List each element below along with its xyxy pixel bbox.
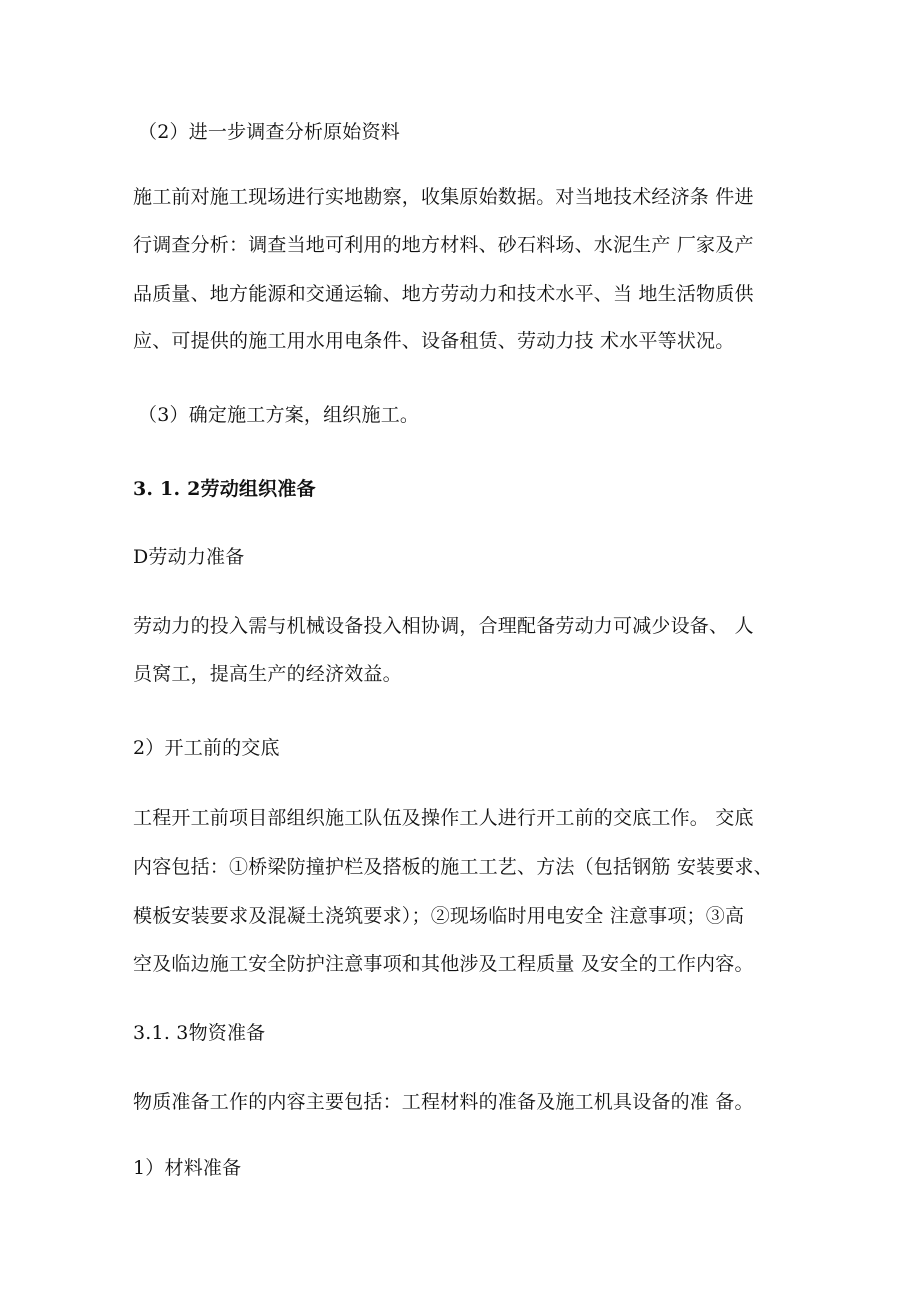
subsection-heading-briefing: 2）开工前的交底 (133, 737, 280, 759)
paragraph-line: 施工前对施工现场进行实地勘察，收集原始数据。对当地技术经济条 件进 (133, 186, 754, 208)
section-heading-3-1-2: 3. 1. 2劳动组织准备 (133, 478, 316, 500)
section-heading-3-1-3: 3.1. 3物资准备 (133, 1022, 266, 1044)
paragraph-line: 工程开工前项目部组织施工队伍及操作工人进行开工前的交底工作。 交底 (133, 807, 754, 829)
paragraph-line: 模板安装要求及混凝土浇筑要求）；②现场临时用电安全 注意事项；③高 (133, 905, 745, 927)
subsection-heading-labor: D劳动力准备 (133, 546, 245, 568)
paragraph-line: 物质准备工作的内容主要包括：工程材料的准备及施工机具设备的准 备。 (133, 1091, 754, 1113)
paragraph-line: 员窝工，提高生产的经济效益。 (133, 663, 402, 685)
subsection-heading-material: 1）材料准备 (133, 1157, 242, 1179)
paragraph-line: 品质量、地方能源和交通运输、地方劳动力和技术水平、当 地生活物质供 (133, 283, 754, 305)
paragraph-line: 应、可提供的施工用水用电条件、设备租赁、劳动力技 术水平等状况。 (133, 330, 735, 352)
subsection-heading-step-2: （2）进一步调查分析原始资料 (138, 121, 400, 143)
paragraph-line: 劳动力的投入需与机械设备投入相协调，合理配备劳动力可减少设备、 人 (133, 615, 754, 637)
paragraph-line: 行调查分析：调查当地可利用的地方材料、砂石料场、水泥生产 厂家及产 (133, 234, 754, 256)
paragraph-line: 内容包括：①桥梁防撞护栏及搭板的施工工艺、方法（包括钢筋 安装要求、 (133, 856, 773, 878)
subsection-heading-step-3: （3）确定施工方案，组织施工。 (138, 404, 420, 426)
paragraph-line: 空及临边施工安全防护注意事项和其他涉及工程质量 及安全的工作内容。 (133, 953, 754, 975)
